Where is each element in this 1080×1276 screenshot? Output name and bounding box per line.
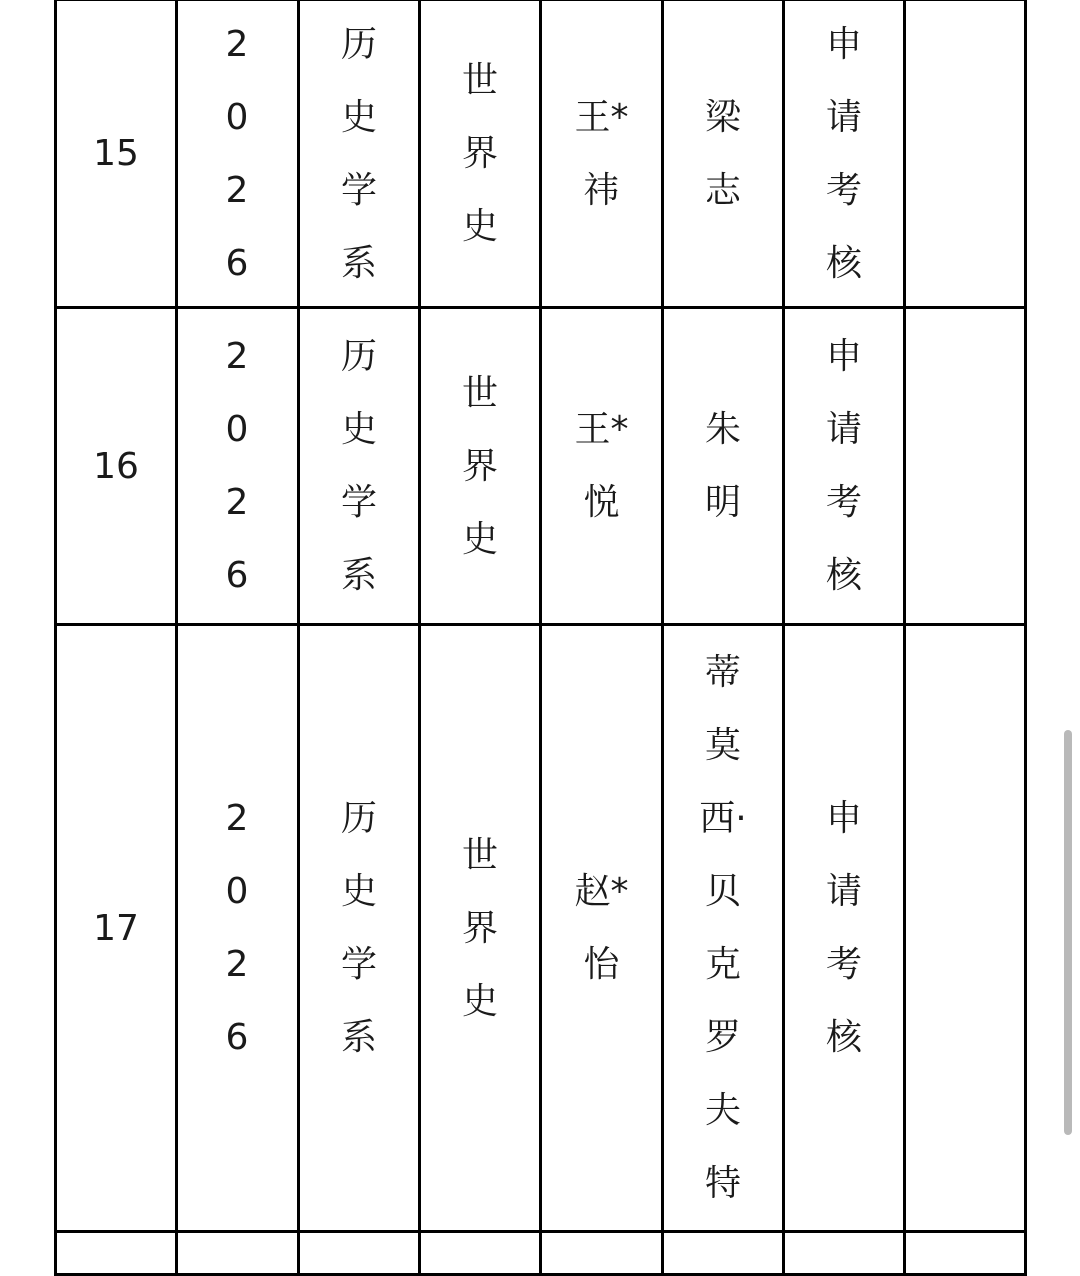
cell-advisor bbox=[663, 308, 784, 625]
cell-empty bbox=[420, 1232, 541, 1275]
cell-number: 16 bbox=[56, 308, 177, 625]
cell-advisor bbox=[663, 0, 784, 308]
cell-empty bbox=[299, 1232, 420, 1275]
cell-empty bbox=[905, 1232, 1026, 1275]
admission-table bbox=[54, 0, 1027, 1276]
cell-method bbox=[784, 0, 905, 308]
method-text: 申请考核 bbox=[825, 23, 862, 284]
method-text: 申请考核 bbox=[825, 798, 862, 1058]
cell-major bbox=[420, 625, 541, 1232]
cell-note bbox=[905, 0, 1026, 308]
major-text: 世界史 bbox=[461, 372, 498, 560]
cell-number: 17 bbox=[56, 625, 177, 1232]
cell-year bbox=[177, 0, 299, 308]
cell-name bbox=[541, 625, 663, 1232]
department-text: 历史学系 bbox=[340, 23, 377, 284]
year-text: 2026 bbox=[225, 336, 250, 596]
cell-number: 15 bbox=[56, 0, 177, 308]
cell-empty bbox=[663, 1232, 784, 1275]
cell-year bbox=[177, 625, 299, 1232]
vertical-scrollbar[interactable] bbox=[1064, 730, 1072, 1135]
cell-empty bbox=[56, 1232, 177, 1275]
year-text: 2026 bbox=[225, 23, 250, 284]
table-row bbox=[56, 308, 1026, 625]
cell-major bbox=[420, 308, 541, 625]
cell-department bbox=[299, 308, 420, 625]
cell-note bbox=[905, 625, 1026, 1232]
year-text: 2026 bbox=[225, 798, 250, 1058]
advisor-text: 梁志 bbox=[704, 96, 741, 211]
table-row-partial bbox=[56, 1232, 1026, 1275]
advisor-text: 朱明 bbox=[704, 409, 741, 523]
table-row bbox=[56, 0, 1026, 308]
cell-empty bbox=[784, 1232, 905, 1275]
method-text: 申请考核 bbox=[825, 336, 862, 596]
name-text: 赵*怡 bbox=[574, 871, 629, 985]
major-text: 世界史 bbox=[461, 60, 498, 247]
cell-name bbox=[541, 308, 663, 625]
cell-method bbox=[784, 625, 905, 1232]
cell-note bbox=[905, 308, 1026, 625]
major-text: 世界史 bbox=[461, 834, 498, 1022]
cell-empty bbox=[541, 1232, 663, 1275]
table-row bbox=[56, 625, 1026, 1232]
cell-empty bbox=[177, 1232, 299, 1275]
admission-table-wrap bbox=[54, 0, 1027, 1276]
cell-advisor bbox=[663, 625, 784, 1232]
cell-department bbox=[299, 0, 420, 308]
cell-department bbox=[299, 625, 420, 1232]
cell-method bbox=[784, 308, 905, 625]
department-text: 历史学系 bbox=[340, 798, 377, 1058]
cell-name bbox=[541, 0, 663, 308]
cell-major bbox=[420, 0, 541, 308]
advisor-text: 蒂莫西·贝克罗夫特 bbox=[699, 652, 747, 1204]
name-text: 王*悦 bbox=[574, 409, 629, 523]
name-text: 王*祎 bbox=[574, 96, 629, 211]
cell-year bbox=[177, 308, 299, 625]
department-text: 历史学系 bbox=[340, 336, 377, 596]
